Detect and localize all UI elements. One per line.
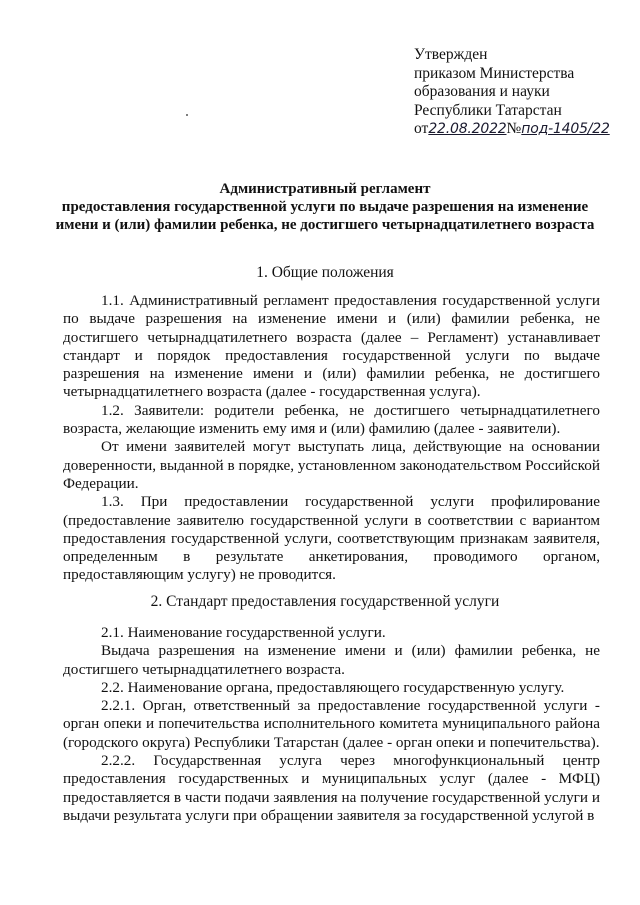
title-line-1: Административный регламент xyxy=(219,181,431,197)
approval-line-2: приказом Министерства xyxy=(414,64,575,82)
handwritten-number: под-1405/22 xyxy=(521,121,610,137)
paragraph: 2.1. Наименование государственной услуги. xyxy=(101,624,386,641)
approval-line-4: Республики Татарстан xyxy=(414,101,562,119)
paragraph: 1.3. При предоставлении государственной услуги профилирование (предоставление заявителю государственной услуги в соответствии с вариантом предоставления государственной услуги, соответствующим признакам заявителя, определенным в результате анкетирования, проводимого органом, предоставляющим услугу) не проводится. xyxy=(63,493,600,584)
paragraph: 2.2. Наименование органа, предоставляющего государственную услугу. xyxy=(101,678,565,696)
section-1-heading: 1. Общие положения xyxy=(256,264,394,281)
scan-speck xyxy=(186,114,188,116)
paragraph: 1.2. Заявители: родители ребенка, не достигшего четырнадцатилетнего возраста, желающие изменить ему имя и (или) фамилию (далее - заявители). xyxy=(63,401,600,438)
approval-block xyxy=(414,46,629,139)
document-title xyxy=(55,180,595,234)
paragraph: От имени заявителей могут выступать лица, действующие на основании доверенности, выданной в порядке, установленном законодательством Российской Федерации. xyxy=(63,438,600,492)
approval-date-line xyxy=(414,120,629,139)
paragraph: 2.2.2. Государственная услуга через многофункциональный центр предоставления государственных и муниципальных услуг (далее - МФЦ) предоставляется в части подачи заявления на получение государственной услуги и выдачи результата услуги при обращении заявителя за государственной услугой в xyxy=(63,752,600,824)
section-1-body xyxy=(63,292,600,585)
paragraph: 2.2.1. Орган, ответственный за предоставление государственной услуги - орган опеки и попечительства исполнительного комитета муниципального района (городского округа) Республики Татарстан (далее - орган опеки и попечительства). xyxy=(63,697,600,751)
approval-line-3: образования и науки xyxy=(414,83,550,100)
paragraph: Выдача разрешения на изменение имени и (или) фамилии ребенка, не достигшего четырнадцатилетнего возраста. xyxy=(63,642,600,678)
paragraph: 1.1. Административный регламент предоставления государственной услуги по выдаче разрешения на изменение имени и (или) фамилии ребенка, не достигшего четырнадцатилетнего возраста (далее – Регламент) устанавливает стандарт и порядок предоставления государственной услуги по выдаче разрешения на изменение имени и (или) фамилии ребенка, не достигшего четырнадцатилетнего возраста (далее - государственная услуга). xyxy=(63,292,600,401)
section-2-body xyxy=(63,624,600,825)
handwritten-date: 22.08.2022 xyxy=(428,121,507,137)
date-prefix: от xyxy=(414,120,429,137)
title-line-2: предоставления государственной услуги по выдаче разрешения на изменение имени и (или) фамилии ребенка, не достигшего четырнадцатилетнего возраста xyxy=(55,199,595,233)
number-prefix: № xyxy=(506,120,522,137)
section-2-heading: 2. Стандарт предоставления государственной услуги xyxy=(150,593,500,610)
approval-line-1: Утвержден xyxy=(414,46,488,63)
